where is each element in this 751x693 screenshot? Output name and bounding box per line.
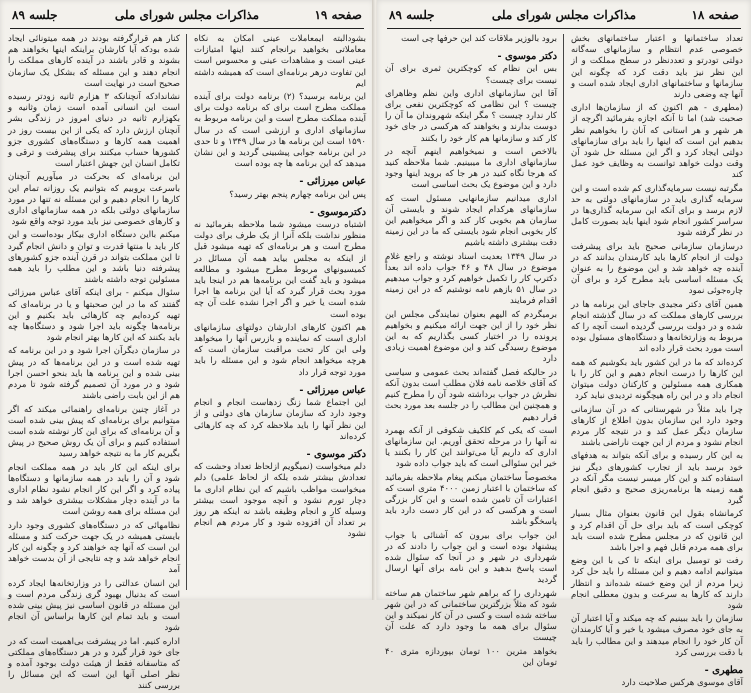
paragraph: هم اکنون کارهای ادارشان دولتهای سازمانهای اداری است که نماینده و بازرس آنها را میخواهد ولی این کار تحت مراقبت سازمان است که هرچه میخواهد انجام شود و این مسئله را باید مورد توجه قرار داد: [194, 322, 366, 378]
paragraph: به این کار رسیده و برای آنکه بتواند به هدفهای خود برسد باید از تجارب کشورهای دیگر نیز استفاده کند و این کار میسر نیست مگر آنکه در همه زمینه ها برنامه‌ریزی صحیح و دقیق انجام گیرد: [571, 451, 743, 507]
speaker-name: دکتر موسوی -: [497, 51, 557, 63]
left-column-divider: [186, 34, 187, 590]
left-page-session: جلسه ۸۹: [12, 8, 58, 22]
paragraph: اداری میدانیم سازمانهایی مسئول است که سازمانهای هرکدام ایجاد شوند و بایستی آن سازمان هم بخوبی کار کند و اگر میخواهیم این کار بخوبی انجام شود بایستی که ما در این زمینه دقت بیشتری داشته باشیم: [385, 193, 557, 249]
paragraph: بس این نظام که کوچکترین ثمری برای آن نیست برای چیست؟: [385, 64, 557, 86]
paragraph: این جواب برای بیرون که آشنائی با جواب پیشنهاد بوده است و این جواب را دادند که در شهرداری در شهر و در آنجا که سئوال شده است پاسخ بدهید و این نامه برای آنها ارسال گردید: [385, 530, 557, 586]
speaker-name: دکترموسوی -: [309, 206, 366, 218]
paragraph: سازمان را باید ببینیم که چه میکند و آیا اعتبار آن به جای خود مصرف میشود یا خیر و آیا کارمندان آن کار خود را انجام میدهند و این مطالب را باید با دقت بررسی کرد: [571, 614, 743, 658]
paragraph: پس این برنامه چهارم پنجم بهتر رسید؟: [229, 189, 366, 200]
paragraph: بشودالبته ایمعاملات عینی امکان به نکاه معاملاتی بخواهید برانجام کنند اینها امتیازات عینی است و مشاهدات عینی و محسوس است این تفاوت درهر برنامه‌ای است که همیشه داشته ایم: [194, 34, 366, 89]
paragraph: سئوال میکنم - برای اینکه آقای عباس میرزائی گفتند که ما در این صحبتها و یا در برنامه‌ای که تهیه کرده‌ایم چه کارهائی باید بکنیم و این برنامه‌ها چگونه باید اجرا شود و دستگاه‌ها چه باید بکنند که این کارها بهتر انجام شود: [8, 288, 180, 344]
left-page-left-column: [8, 34, 180, 692]
left-page-header: [10, 6, 364, 26]
paragraph: این برنامه‌ای که بحرکت در میآوریم آنچنان باسرعت بروبیم که بتوانیم یک روزانه تمام این کارها را انجام دهیم و این مسئله نه تنها در مورد سازمانهای دولتی بلکه در همه سازمانهای اداری و کارهای خصوصی نیز باید مورد توجه واقع شود: [8, 172, 180, 228]
paragraph: آقا این سازمانهای اداری واین نظم وظاهرای چیست ؟ این نظامی که کوچکترین نفعی برای کار ندارد چیست ؟ مگر اینکه شهروندان ما آن را دوست بدارند و بخواهند که هرکسی در جای خود کار کند و سازمانها هم کار خود را بکنند: [385, 88, 557, 144]
paragraph: کرمانشاه بقول این قانون بعنوان مثال بسیار کوچکی است که باید برای حل آن اقدام کرد و این قانون که در مجلس مطرح شده است باید برای همه مردم قابل فهم و اجرا باشد: [571, 509, 743, 553]
speaker-name: مطهری -: [704, 664, 743, 676]
left-header-rule: [10, 28, 364, 29]
paragraph: در حالیکه فصل گفته‌اند بحث عمومی و سیاسی که آقای خلاصه نامه فلان مطلب است بدون آنکه نظرش در جواب برداشته شود آن را مطرح کنیم و همچنین این مطالب را در جلسه بعد مورد بحث قرار دهیم: [385, 367, 557, 423]
right-column-divider: [563, 34, 564, 590]
paragraph: این اجتماع شما زنگ زدهاست انجام و انجام وجود دارد که سازمان سازمان های دولتی و از این نظر آنها را باید ملاحظه کرد که چه کارهائی کرده‌اند: [194, 398, 366, 442]
paragraph: بالاخص است و نمیخواهیم اینهم آنچه در سازمانهای اداری ما میبینیم. شما ملاحظه کنید که هرجا نگاه کنید در هر جا که بروید اینها وجود دارد و این موضوع یک بحث اساسی است: [385, 146, 557, 191]
right-page-header: [387, 6, 741, 26]
left-page-number: صفحه ۱۹: [314, 8, 362, 22]
speaker-name: عباس میرزائی -: [299, 176, 366, 188]
right-page-number: صفحه ۱۸: [691, 8, 739, 22]
paragraph: درسازمان سازمانی صحیح باید برای پیشرفت دولت از انجام کارها باید کارمندان بدانند که در آینده چه خواهد شد و این موضوع را به عنوان یک مسئله اساسی باید مطرح کرد و برای آن چاره‌جوئی نمود: [571, 241, 743, 297]
paragraph: مخصوصاً ساختمان میکنم پیغام ملاحظه بفرمائید که ساختمان با اعتبار زمین ۴۰۰۰ متری است که اعتبارات آن تامین شده است و این کار بزرگی است و هرکسی که در این کار دست دارد باید پاسخگو باشد: [385, 472, 557, 528]
paragraph: در سازمان دیگرآن اجرا شود و در این برنامه که تهیه شده است و در این برنامه‌ها که در پیش بینی شده و این برنامه ها باید بنحو احسن اجرا شود و در مورد آن تصمیم گرفته شود تا مردم هم از این بابت راضی باشند: [8, 346, 180, 402]
paragraph: در آغاز چنین برنامه‌ای راهنمائی میکند که اگر میتوانیم برای برنامه‌ای که پیش بینی شده است و آن برنامه‌ای که برای این کار نوشته شده است استفاده کنیم و برای آن یک روش صحیح در پیش بگیریم کار ما به نتیجه خواهد رسید: [8, 404, 180, 460]
right-page-title: مذاکرات مجلس شورای ملی: [491, 8, 637, 22]
paragraph: اشتباه درست میشود شما ملاحظه بفرمائید نه منظور نداشت بلکه آنرا از یک طرف برای دولت مطرح است و هر برنامه‌ای که تهیه میشود قبل از اینکه به مجلس بیاید همه آن مسائل در کمیسیونهای مربوط مطرح میشود و مطالعه میشود و باید گفت این برنامه‌ها هم در اینجا باید مورد بحث قرار گیرد که آیا این برنامه ها اجرا شده است یا خیر و اگر اجرا نشده علت آن چه بوده است: [194, 220, 366, 320]
left-page: [0, 0, 374, 692]
paragraph: کرده‌اند که ما در این کشور باید بکوشیم که همه این کارها را درست انجام دهیم و این کار را با همکاری همه مسئولین و کارکنان دولت میتوان انجام داد و در این راه هیچگونه تردیدی نباید کرد: [571, 357, 743, 402]
paragraph: بخواهد مترین ۱۰۰ تومان بپوردازه متری ۴۰ تومان این: [385, 646, 557, 668]
speaker-name: عباس میرزائی -: [299, 384, 366, 396]
paragraph: است که یکی کم کلکیف شکوفی از آنکه بهمرد نه آنها را در مرحله تحقق آوریم. این سازمانهای اداری که داریم آیا می‌توانند این کار را بکنند یا خیر این سئوالی است که باید جواب داده شود: [385, 425, 557, 470]
paragraph: نشاندادکه آنچنانکه ۳ هزارم ثانیه زودتر رسیده است این انسانی آمده است زمان وثانیه و بکهزارم ثانیه در دنیای امروز در زندگی بشر آنچنان ارزش دارد که یکی از این بیست روز در اهمیت همه کارها و دستگاه‌های کشوری جزو کشورها حساب میکنند برای پیشرفت و ترقی و تکامل انسان این جهش اعتبار است: [8, 92, 180, 170]
paragraph: در سال ۱۳۴۹ بعدیت اسناد نوشته و راجع غلام موضوع در سال ۴۸ و ۴۶ جواب داده‌ اند بعداً دکترپ کار را تکمیل خواهیم کرد و جواب میدهیم در سال ۵۱ بازهم نامه نوشتیم که در این زمینه اقدام فرمایند: [385, 251, 557, 307]
right-header-rule: [387, 28, 741, 29]
right-page-session: جلسه ۸۹: [389, 8, 435, 22]
paragraph: کنار هم قرارگرفته بودند در همه میتونائی ایجاد شده بودکه آیا کارشان براینکه اینها بخواهند هم بشوند و قادر باشند در آینده کارهای مملکت را انجام دهند و این مسئله که بشکل یک سازمان صحیح است در نهایت است: [8, 34, 180, 89]
paragraph: چرا باید مثلاً در شهرستانی که در آن سازمانی وجود دارد این سازمان بدون اطلاع از کارهای سازمان دیگر عمل کند و در نتیجه کار مردم انجام نشود و مردم از این جهت ناراضی باشند: [571, 404, 743, 449]
paragraph: رفت تو تومبیل برای اینکه تا کی با این وضع میتوانیم ادامه دهیم و این مسئله را باید حل کرد زیرا مردم از این وضع خسته شده‌اند و انتظار دارند که کارها به سرعت و بدون معطلی انجام شود: [571, 556, 743, 611]
left-page-title: مذاکرات مجلس شورای ملی: [114, 8, 260, 22]
paragraph: این انسان عدالتی را در وزارتخانه‌ها ایجاد کرده است که بدنیال بهبود گری زندگی مردم است و این مسئله در قانون اساسی نیز پیش بینی شده است و باید تمام این کارها براساس آن انجام شود: [8, 578, 180, 634]
paragraph: اداره کنیم. اما در پیشرفت بی‌اهمیت است که در جای خود قرار گیرد و در هر دستگاه‌های مملکتی که متاسفانه فقط از هیئت دولت بوجود آمده و نظر اصلی آنها این است که این مسائل را بررسی کنند: [8, 636, 180, 692]
speaker-name: دکتر موسوی -: [306, 448, 366, 460]
paragraph: همین آقای دکتر مجیدی جاجای این برنامه ها در بررسی کارهای مملکت که در سال گذشته انجام شده و در دولت بررسی گردیده است آنچه را که مربوط به وزارتخانه‌ها و دستگاه‌های مسئول بوده است مورد بحث قرار داده اند: [571, 299, 743, 355]
paragraph: نظامهائی که در دستگاه‌های کشوری وجود دارد بایستی همیشه در یک جهت حرکت کند و مسئله این است که آنها چه خواهند کرد و چگونه این کار انجام خواهد شد و چه نتایجی از آن بدست خواهد آمد: [8, 520, 180, 576]
paragraph: (مطهری - هم اکنون که از سازمان‌ها اداری صحبت شد) اما تا آنکه اجازه بفرمائید اگرچه از هر شهر و هر استانی که آنان را بخواهیم نظر بدهیم این است که اینها را باید برای سازمانهای دولتی ایجاد کرد و اگر این مسئله حل شود آن وقت دولت خواهد توانست به وظایف خود عمل کند: [571, 103, 743, 181]
paragraph: شهرداری را که براهم شهر ساختمان هم ساخته شود که مثلاً بزرگترین ساختمانی که در این شهر ساخته شده است و کسی در آن کار نمیکند و این سئوال برای همه ما وجود دارد که علت آن چیست: [385, 588, 557, 644]
paragraph: مگرتبه نیست سرمایه‌گذاری کم شده است و این سرمایه گذاری باید در سازمانهای دولتی به حد لازم برسد و برای آنکه این سرمایه گذاری‌ها در سراسر کشور انجام شود اینها باید بصورت کامل در نظر گرفته شود: [571, 183, 743, 239]
right-page: [377, 0, 751, 689]
paragraph: این برنامه برسید؟ (۲) برنامه دولت برای آینده مملکت مطرح است برای که برنامه دولت برای آینده مملکت مطرح است و این برنامه مربوط به سازمانهای اداری و ارزشی است که در سال ۱۵۹۰ است این برنامه ها در سال ۱۳۴۹ و تا حدی در این برنامه جوابی پیشبینی گردید و این نشان میدهد که این برنامه ها چه بوده است: [194, 92, 367, 170]
right-page-left-column: [385, 34, 557, 668]
paragraph: آقای موسوی هرکس صلاحیت دارد: [621, 678, 743, 689]
paragraph: تعداد ساختمانها و اعتبار ساختمانهای بخش خصوصی عدم انتظام و سازمانهای سه‌گانه دولتی تودرتو و تعددنظر در سطح مملکت و از این نظر نیز باید دقت کرد که چگونه این سازمانها و ساختمانهای اداری ایجاد شده است و آنها چه وضعی دارند: [571, 34, 743, 101]
paragraph: برود بالوزیر ملاقات کند این حرفها چی است: [401, 34, 557, 44]
left-page-right-column: [194, 34, 366, 592]
paragraph: میکنم بااین دستگاه اداری بیکار بوده‌است و این کار باید با منتها قدرت و توان و دانش انجام گیرد تا این مملکت بتواند در قرن آینده جزو کشورهای پیشرفته دنیا باشد و این مطلب را باید همه مسئولین توجه داشته باشند: [8, 230, 180, 286]
right-page-right-column: [571, 34, 743, 689]
paragraph: دلم میخواست (نمیگویم ازلحاظ تعداد وحشت که تعدادش بیشتر شده بلکه از لحاظ علمی) دلم میخواست مواظب باشیم که این نظام اداری ما دچار تورم نشود و آنچه موجود است بیشتر وسیله کار و انجام وظیفه باشد نه اینکه هر روز بر تعداد آن افزوده شود و کار مردم هم انجام نشود: [194, 462, 366, 540]
paragraph: برمیگردم که الیهم بعنوان نمایندگی مجلس این نظر خود را از این جهت ارائه میکنیم و بخواهیم پرونده را در اختیار کسی بگذاریم که به این موضوع رسیدگی کند و این موضوع اهمیت زیادی دارد: [385, 309, 557, 365]
paragraph: برای اینکه این کار باید در همه مملکت انجام شود و آن را باید در همه سازمانها و دستگاه‌ها پیاده کرد و اگر این کار انجام نشود نظام اداری ما در آینده دچار مشکلات بیشتری خواهد شد و این مسئله برای همه روشن است: [8, 462, 180, 518]
